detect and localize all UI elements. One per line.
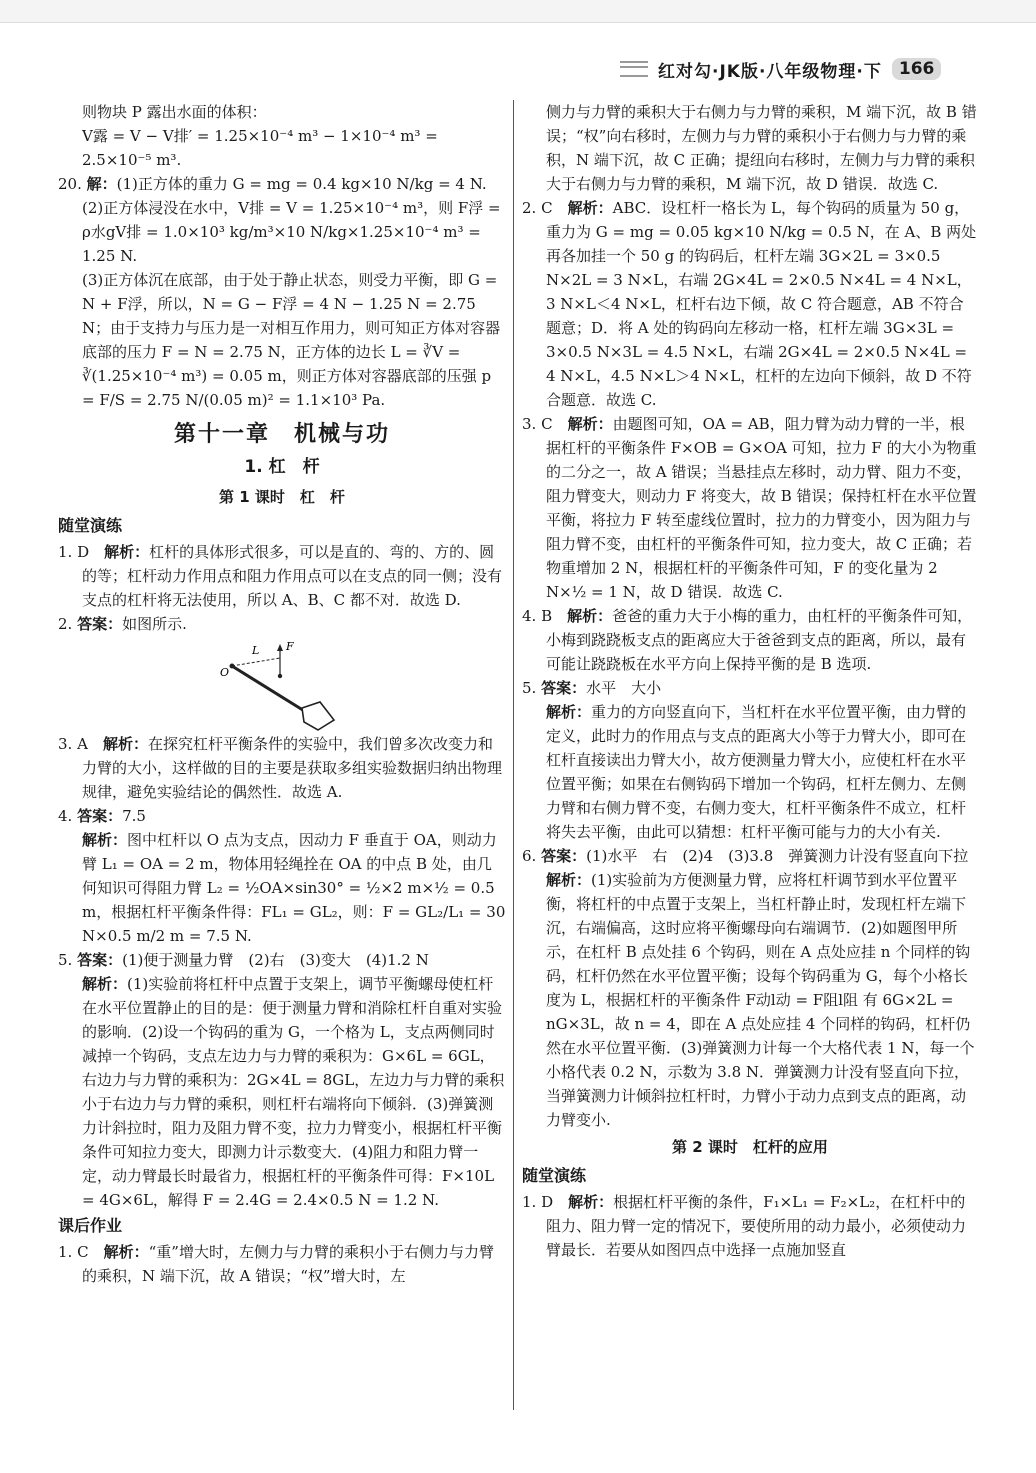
chapter-title: 第十一章 机械与功 [173,422,390,447]
lesson2-question-1: 1. D 解析：根据杠杆平衡的条件，F₁×L₁ = F₂×L₂，在杠杆中的阻力、阻力臂一定的情况下，要使所用的动力最小，必须使动力臂最长．若要从如图四点中选择一点施加竖直 [522,1193,967,1259]
homework-6: 6. 答案：(1)水平 右 (2)4 (3)3.8 弹簧测力计没有竖直向下拉 [522,847,969,865]
question-1: 1. D 解析：杠杆的具体形式很多，可以是直的、弯的、方的、圆的等；杠杆动力作用点和阻力作用点可以在支点的同一侧；没有支点的杠杆将无法使用，所以 A、B、C 都不对．故选 D. [58,543,503,609]
lever-figure [58,636,506,732]
homework-4: 4. B 解析：爸爸的重力大于小梅的重力，由杠杆的平衡条件可知，小梅到跷跷板支点的距离应大于爸爸到支点的距离，所以，最有可能让跷跷板在水平方向上保持平衡的是 B 选项. [522,607,973,673]
q4-explanation: 解析：图中杠杆以 O 点为支点，因动力 F 垂直于 OA，则动力臂 L₁ = OA = 2 m，物体用轻绳拴在 OA 的中点 B 处，由几何知识可得阻力臂 L₂ = ½OA×sin30° = ½×2 m×½ = 0.5 m，根据杠杆平衡条件得：FL₁ = GL₂，则：F = GL₂/L₁ = 30 N×0.5 m/2 m = 7.5 N. [82,831,506,945]
homework-1-continued: 侧力与力臂的乘积大于右侧力与力臂的乘积，M 端下沉，故 B 错误；“权”向右移时，左侧力与力臂的乘积小于右侧力与力臂的乘积，N 端下沉，故 C 正确；提纽向右移时，左侧力与力臂的乘积大于右侧力与力臂的乘积，M 端下沉，故 D 错误．故选 C. [546,103,977,193]
question-4: 4. 答案：7.5 [58,807,146,825]
question-3: 3. A 解析：在探究杠杆平衡条件的实验中，我们曾多次改变力和力臂的大小，这样做的目的主要是获取多组实验数据归纳出物理规律，避免实验结论的偶然性．故选 A. [58,735,503,801]
label-l: L [252,644,260,657]
homework-3: 3. C 解析：由题图可知，OA = AB，阻力臂为动力臂的一半，根据杠杆的平衡条件 F×OB = G×OA 可知，拉力 F 的大小为物重的二分之一，故 A 错误；当悬挂点左移时，动力臂、阻力不变，阻力臂变大，则动力 F 将变大，故 B 错误；保持杠杆在水平位置平衡，将拉力 F 转至虚线位置时，拉力的力臂变小，因为阻力与阻力臂不变，由杠杆的平衡条件可知，拉力变大，故 C 正确；若物重增加 2 N，根据杠杆的平衡条件可知，F 的变化量为 2 N×½ = 1 N，故 D 错误．故选 C. [522,415,977,601]
section-heading: 课后作业 [58,1216,123,1235]
section-heading: 随堂演练 [522,1166,587,1185]
page-header [620,56,980,82]
left-column [58,100,506,1288]
homework-5: 5. 答案：水平 大小 [522,679,662,697]
book-title: 红对勾·JK版·八年级物理·下 [658,61,882,82]
period-title: 第 2 课时 杠杆的应用 [672,1138,828,1156]
homework-2: 2. C 解析：ABC．设杠杆一格长为 L，每个钩码的质量为 50 g，重力为 G = mg = 0.05 kg×10 N/kg = 0.5 N，在 A、B 两处再各加挂一个 50 g 的钩码后，杠杆左端 3G×2L = 3×0.5 N×2L = 3 N×L，右端 2G×4L = 2×0.5 N×4L = 4 N×L，3 N×L＜4 N×L，杠杆右边下倾，故 C 符合题意，AB 不符合题意；D．将 A 处的钩码向左移动一格，杠杆左端 3G×3L = 3×0.5 N×3L = 4.5 N×L，右端 2G×4L = 2×0.5 N×4L = 4 N×L，4.5 N×L＞4 N×L，杠杆的左边向下倾斜，故 D 不符合题意．故选 C. [522,199,977,409]
section-heading: 随堂演练 [58,516,123,535]
h6-explanation: 解析：(1)实验前为方便测量力臂，应将杠杆调节到水平位置平衡，将杠杆的中点置于支架上，当杠杆静止时，发现杠杆左端下沉，右端偏高，这时应将平衡螺母向右端调节．(2)如题图甲所示，在杠杆 B 点处挂 6 个钩码，则在 A 点处应挂 n 个同样的钩码，杠杆仍然在水平位置平衡；设每个钩码重为 G，每个小格长度为 L，根据杠杆的平衡条件 F动l动 = F阻l阻 有 6G×2L = nG×3L，故 n = 4，即在 A 点处应挂 4 个同样的钩码，杠杆仍然在水平位置平衡．(3)弹簧测力计每一个大格代表 1 N，每一个小格代表 0.2 N，示数为 3.8 N．弹簧测力计没有竖直向下拉，当弹簧测力计倾斜拉杠杆时，力臂小于动力点到支点的距离，动力臂变小. [546,871,975,1129]
right-column [522,100,978,1262]
q20-part2: (2)正方体浸没在水中，V排 = V = 1.25×10⁻⁴ m³，则 F浮 = ρ水gV排 = 1.0×10³ kg/m³×10 N/kg×1.25×10⁻⁴ m³ = 1.25 N. [82,199,501,265]
scan-edge [0,0,1036,23]
q20-part3: (3)正方体沉在底部，由于处于静止状态，则受力平衡，即 G = N + F浮，所以，N = G − F浮 = 4 N − 1.25 N = 2.75 N；由于支持力与压力是一对相互作用力，则可知正方体对容器底部的压力 F = N = 2.75 N，正方体的边长 L = ∛V = ∛(1.25×10⁻⁴ m³) = 0.05 m，则正方体对容器底部的压强 p = F/S = 2.75 N/(0.05 m)² = 1.1×10³ Pa. [82,271,501,409]
column-divider [513,100,514,1410]
homework-1: 1. C 解析：“重”增大时，左侧力与力臂的乘积小于右侧力与力臂的乘积，N 端下沉，故 A 错误；“权”增大时，左 [58,1243,494,1285]
h5-explanation: 解析：重力的方向竖直向下，当杠杆在水平位置平衡，由力臂的定义，此时力的作用点与支点的距离大小等于力臂大小，即可在杠杆直接读出力臂大小，故方便测量力臂大小，应使杠杆在水平位置平衡；如果在右侧钩码下增加一个钩码，杠杆左侧力、左侧力臂和右侧力臂不变，右侧力变大，杠杆平衡条件不成立，杠杆将失去平衡，由此可以猜想：杠杆平衡可能与力的大小有关. [546,703,967,841]
label-f: F [286,640,294,653]
text-line: 则物块 P 露出水面的体积： [82,103,267,121]
label-o: O [220,666,230,679]
question-20: 20. 解：(1)正方体的重力 G = mg = 0.4 kg×10 N/kg = 4 N. [58,175,487,193]
q5-explanation: 解析：(1)实验前将杠杆中点置于支架上，调节平衡螺母使杠杆在水平位置静止的目的是：便于测量力臂和消除杠杆自重对实验的影响．(2)设一个钩码的重为 G，一个格为 L，支点两侧同时减掉一个钩码，支点左边力与力臂的乘积为：G×6L = 6GL，右边力与力臂的乘积为：2G×4L = 8GL，左边力与力臂的乘积小于右边力与力臂的乘积，则杠杆右端将向下倾斜．(3)弹簧测力计斜拉时，阻力及阻力臂不变，拉力力臂变小，根据杠杆平衡条件可知拉力变大，即测力计示数变大．(4)阻力和阻力臂一定，动力臂最长时最省力，根据杠杆的平衡条件可得：F×10L = 4G×6L，解得 F = 2.4G = 2.4×0.5 N = 1.2 N. [82,975,505,1209]
period-title: 第 1 课时 杠 杆 [219,488,345,506]
lesson-title: 1. 杠 杆 [244,457,320,477]
question-5: 5. 答案：(1)便于测量力臂 (2)右 (3)变大 (4)1.2 N [58,951,429,969]
header-lines-icon [620,61,648,77]
text-line: V露 = V − V排′ = 1.25×10⁻⁴ m³ − 1×10⁻⁴ m³ = 2.5×10⁻⁵ m³. [82,127,438,169]
question-2: 2. 答案：如图所示. [58,615,187,633]
page-number: 166 [892,58,942,80]
